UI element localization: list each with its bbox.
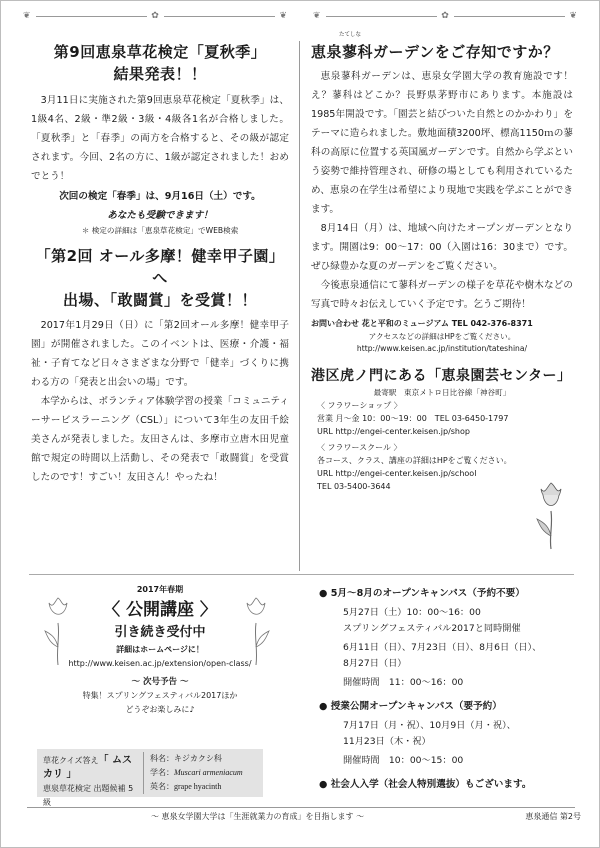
flower-school-tel: TEL 03-5400-3644: [317, 482, 391, 491]
flower-school-url[interactable]: URL http://engei-center.keisen.jp/school: [317, 469, 477, 478]
english-value: grape hyacinth: [174, 782, 222, 791]
tateshina-url[interactable]: http://www.keisen.ac.jp/institution/tateshina/: [356, 344, 528, 353]
bullet-icon: ●: [319, 588, 331, 599]
flower-shop-heading: 〈 フラワーショップ 〉: [317, 401, 402, 410]
open-campus-date-1: 5月27日（土）10：00～16：00: [343, 607, 481, 618]
flower-shop-hours: 営業 月～金 10：00～19：00 TEL 03-6450-1797: [317, 414, 509, 423]
koshien-body-1: 2017年1月29日（日）に「第2回オール多摩！健幸甲子園」が開催されました。このイベントは、医療・介護・福祉・子育てなど日々さまざまな分野で「健幸」づくりに携わる方の「発表と出会いの場」です。: [31, 320, 289, 388]
top-right-ornament: ❦ ✿ ❦: [313, 11, 579, 21]
kentei-note: ＊ 検定の詳細は「恵泉草花検定」でWEB検索: [81, 226, 239, 235]
footer-motto: ～ 恵泉女学園大学は「生涯就業力の育成」を目指します ～: [151, 812, 365, 821]
koshien-body-2: 本学からは、ボランティア体験学習の授業「コミュニティーサービスラーニング（CSL）」について3年生の友田千絵美さんが発表しました。友田さんは、多摩市立唐木田児童館で規定の時間以上活動し、その発表で「敢闘賞」を受賞したのです！すごい！友田さん！やったね！: [31, 396, 289, 483]
english-label: 英名：: [150, 782, 174, 791]
tateshina-ruby: たてしな: [339, 32, 362, 38]
scientific-label: 学名：: [150, 768, 174, 777]
right-column: [311, 32, 573, 493]
lecture-campus-heading: 授業公開オープンキャンパス（要予約）: [330, 701, 502, 712]
lecture-campus-date-2: 11月23日（木・祝）: [343, 736, 431, 747]
article-title-koshien-1: 「第2回 オール多摩！健幸甲子園」へ: [35, 247, 285, 287]
lecture-campus-hours: 開催時間 10：00～15：00: [343, 755, 464, 766]
next-issue-line-2: どうぞお楽しみに♪: [125, 705, 195, 714]
footer-issue: 恵泉通信 第2号: [525, 812, 581, 821]
quiz-answer-label: 草花クイズ答え: [43, 756, 99, 765]
family-value: キジカクシ科: [174, 754, 222, 763]
flower-shop-url[interactable]: URL http://engei-center.keisen.jp/shop: [317, 427, 470, 436]
tulip-right-icon: [239, 597, 273, 667]
tateshina-body-1: 恵泉蓼科ガーデンは、恵泉女学園大学の教育施設です！え？蓼科はどこか？長野県茅野市にあります。本施設は1985年開設です。「園芸と結びついた自然とのかかわり」をテーマに造られました。敷地面積3200坪、標高1150ｍの蓼科の高原に位置する英国風ガーデンです。自然から学ぶという姿勢で維持管理され、研修の場としても利用されているため、恵泉の在学生は希望により現地で実践を学ぶことができます。: [311, 71, 573, 215]
tateshina-access: アクセスなどの詳細はHPをご覧ください。: [368, 332, 516, 341]
column-divider: [299, 41, 300, 571]
open-campus-note: スプリングフェスティバル2017と同時開催: [343, 623, 521, 634]
bullet-icon: ●: [319, 701, 331, 712]
adult-admission: 社会人入学（社会人特別選抜）もございます。: [330, 779, 532, 790]
open-campus-section: [319, 586, 581, 793]
article-title-tateshina: 恵泉蓼科ガーデンをご存知ですか？: [311, 43, 559, 61]
open-class-url[interactable]: http://www.keisen.ac.jp/extension/open-class/: [68, 659, 252, 668]
lecture-campus-date-1: 7月17日（月・祝）、10月9日（月・祝）、: [343, 720, 516, 731]
bullet-icon: ●: [319, 779, 331, 790]
open-class-subtitle: 引き続き受付中: [114, 625, 206, 640]
article-title-kentei-1: 第9回恵泉草花検定「夏秋季」: [53, 43, 267, 61]
open-campus-hours: 開催時間 11：00～16：00: [343, 677, 464, 688]
next-issue-heading: ～ 次号予告 ～: [131, 677, 189, 687]
open-class-detail: 詳細はホームページに！: [116, 645, 204, 654]
open-campus-date-3: 8月27日（日）: [343, 658, 407, 669]
kentei-next-date: 次回の検定「春季」は、9月16日（土）です。: [59, 191, 261, 202]
article-title-kentei-2: 結果発表！！: [113, 65, 207, 83]
open-campus-date-2: 6月11日（日）、7月23日（日）、8月6日（日）、: [343, 642, 542, 653]
tateshina-body-2: 8月14日（月）は、地域へ向けたオープンガーデンとなります。開園は9：00～17：00（入園は16：30まで）です。ぜひ緑豊かな夏のガーデンをご覧ください。: [311, 223, 573, 272]
section-divider: [29, 574, 574, 575]
kentei-body: 3月11日に実施された第9回恵泉草花検定「夏秋季」は、1級4名、2級・準2級・3級・4級各1名が合格しました。「夏秋季」と「春季」の両方を合格すると、その級が認定されます。今回、2名の方に、1級が認定されました！おめでとう！: [31, 95, 289, 182]
kentei-challenge: あなたも受験できます！: [107, 210, 213, 221]
family-label: 科名：: [150, 754, 174, 763]
quiz-source: 恵泉草花検定 出題候補 5級: [43, 784, 134, 807]
tulip-left-icon: [41, 597, 75, 667]
article-title-engei-center: 港区虎ノ門にある「恵泉園芸センター」: [311, 368, 572, 384]
open-class-title: 〈 公開講座 〉: [103, 600, 217, 620]
open-class-season: 2017年春期: [136, 585, 184, 594]
quiz-answer: 「 ムスカリ 」: [43, 755, 133, 780]
next-issue-line-1: 特集！スプリングフェスティバル2017ほか: [82, 691, 238, 700]
open-campus-heading: 5月～8月のオープンキャンパス（予約不要）: [330, 588, 525, 599]
flower-school-desc: 各コース、クラス、講座の詳細はHPをご覧ください。: [317, 456, 512, 465]
scientific-value: Muscari armeniacum: [174, 768, 243, 777]
tulip-illustration-icon: [531, 481, 571, 551]
flower-school-heading: 〈 フラワースクール 〉: [317, 443, 402, 452]
article-title-koshien-2: 出場、「敢闘賞」を受賞！！: [62, 291, 257, 309]
flower-quiz-box: [37, 749, 263, 807]
tateshina-contact: お問い合わせ 花と平和のミュージアム TEL 042-376-8371: [311, 319, 533, 328]
engei-station: 最寄駅 東京メトロ日比谷線「神谷町」: [373, 388, 511, 397]
left-column: [31, 41, 289, 487]
tateshina-body-3: 今後恵泉通信にて蓼科ガーデンの様子を草花や樹木などの写真で時々お伝えしていく予定です。乞うご期待！: [311, 280, 573, 310]
top-left-ornament: ❦ ✿ ❦: [23, 11, 289, 21]
